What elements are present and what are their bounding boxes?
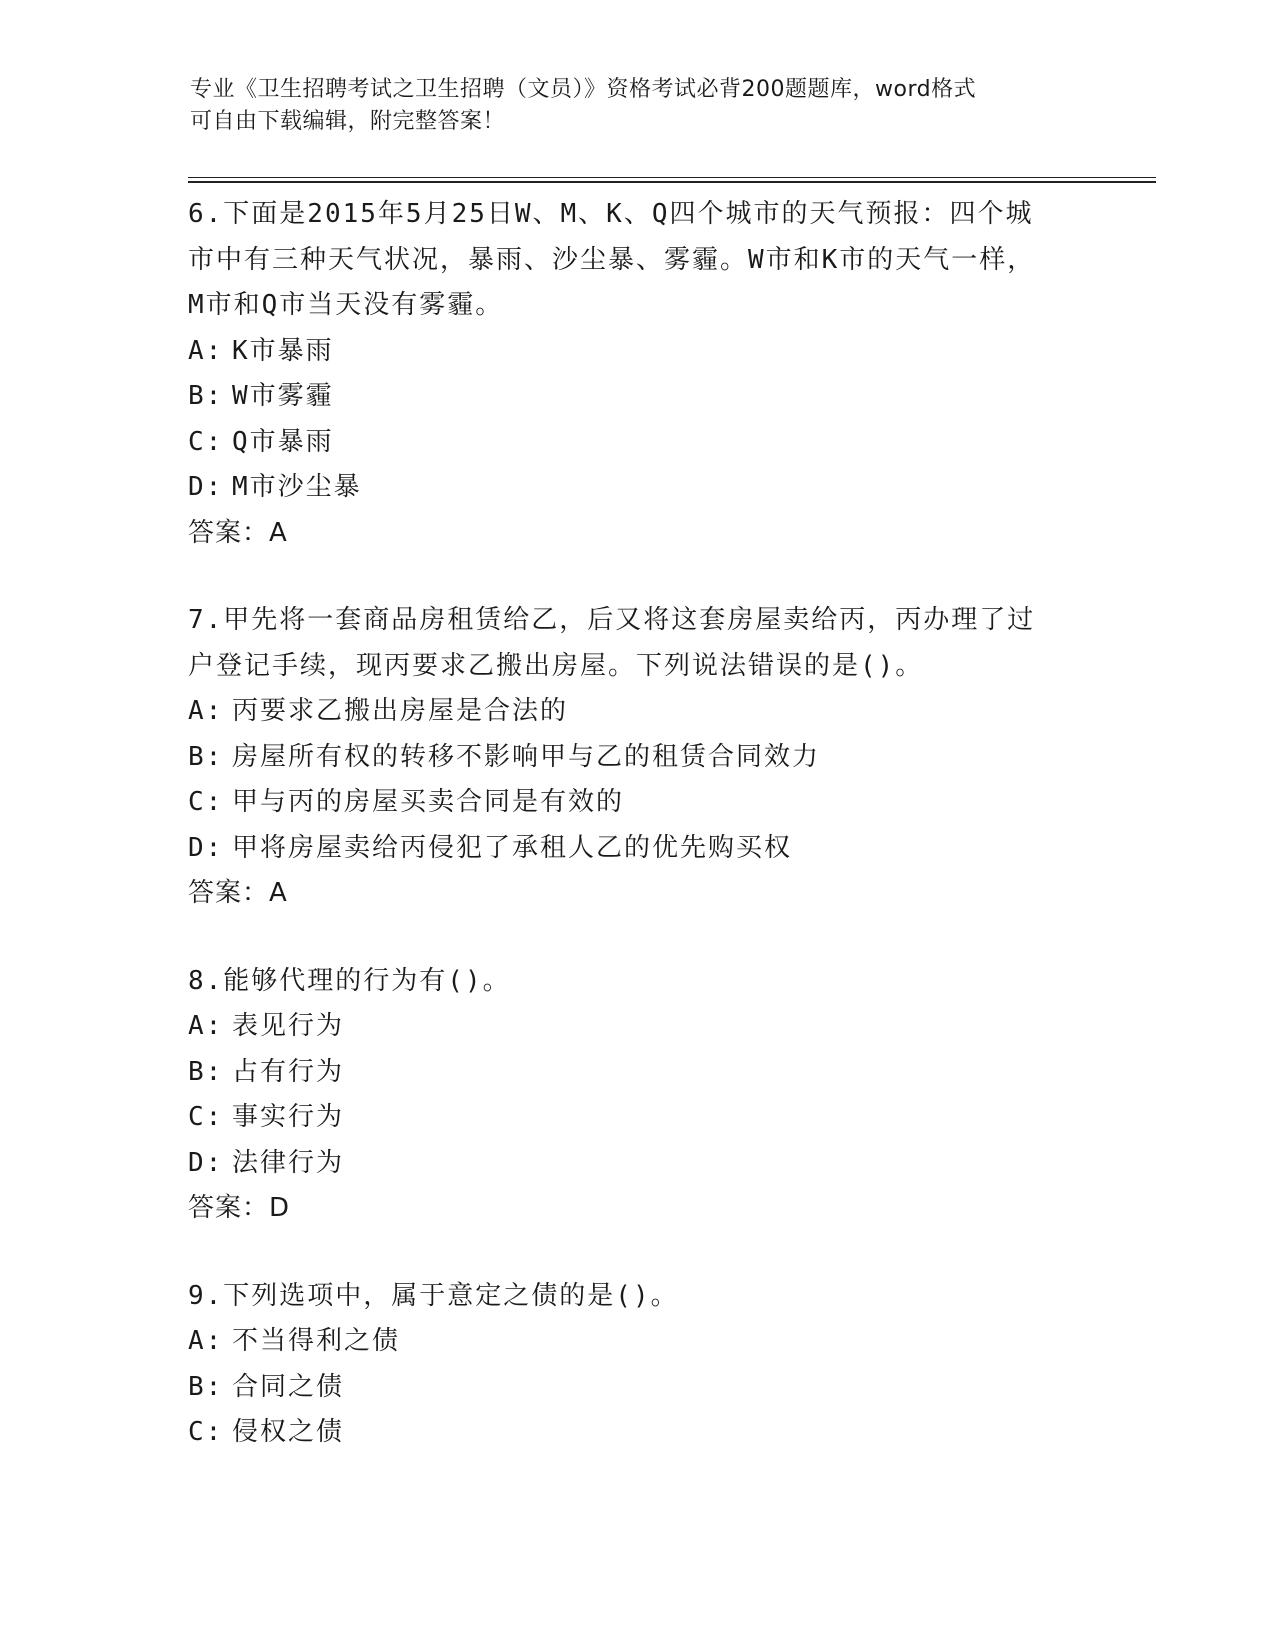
option-text: 占有行为 bbox=[232, 1056, 345, 1087]
answer-line: 答案：A bbox=[188, 517, 288, 548]
option-letter: B: bbox=[188, 381, 224, 411]
option-c bbox=[188, 1095, 1088, 1141]
option-letter: B: bbox=[188, 1056, 224, 1087]
option-text: 法律行为 bbox=[232, 1147, 345, 1178]
option-letter: B: bbox=[188, 741, 224, 772]
option-a bbox=[188, 689, 1088, 735]
option-c bbox=[188, 780, 1088, 826]
option-c bbox=[188, 420, 1088, 466]
question-6 bbox=[188, 192, 1088, 556]
stem-line: 6.下面是2015年5月25日W、M、K、Q四个城市的天气预报：四个城 bbox=[188, 199, 1034, 229]
option-b bbox=[188, 374, 1088, 420]
option-b bbox=[188, 1050, 1088, 1096]
option-text: 甲与丙的房屋买卖合同是有效的 bbox=[232, 787, 625, 817]
answer-line: 答案：D bbox=[188, 1193, 291, 1223]
stem-line: 8.能够代理的行为有()。 bbox=[188, 965, 511, 996]
option-letter: D: bbox=[188, 472, 224, 502]
header-divider-thin bbox=[188, 177, 1156, 178]
option-text: 表见行为 bbox=[232, 1011, 345, 1041]
header-divider-thick bbox=[188, 181, 1156, 183]
option-text: 甲将房屋卖给丙侵犯了承租人乙的优先购买权 bbox=[232, 832, 793, 863]
header-line-2: 可自由下载编辑，附完整答案！ bbox=[190, 109, 506, 134]
option-a bbox=[188, 1319, 1088, 1365]
option-a bbox=[188, 329, 1088, 375]
option-letter: A: bbox=[188, 1326, 224, 1356]
stem-line: 市中有三种天气状况，暴雨、沙尘暴、雾霾。W市和K市的天气一样， bbox=[188, 244, 1036, 275]
option-text: 事实行为 bbox=[232, 1102, 345, 1132]
option-b bbox=[188, 1365, 1088, 1411]
question-stem bbox=[188, 598, 1088, 689]
option-text: 丙要求乙搬出房屋是合法的 bbox=[232, 696, 569, 726]
option-letter: C: bbox=[188, 1102, 224, 1132]
option-text: 侵权之债 bbox=[232, 1417, 345, 1447]
question-list bbox=[188, 190, 1088, 1498]
option-letter: C: bbox=[188, 1417, 224, 1447]
option-text: 不当得利之债 bbox=[232, 1326, 401, 1356]
question-stem bbox=[188, 959, 1088, 1005]
option-b bbox=[188, 735, 1088, 781]
question-7 bbox=[188, 598, 1088, 917]
option-c bbox=[188, 1410, 1088, 1456]
stem-line: 9.下列选项中，属于意定之债的是()。 bbox=[188, 1280, 679, 1311]
option-text: 合同之债 bbox=[232, 1371, 345, 1402]
option-d bbox=[188, 465, 1088, 511]
stem-line: 7.甲先将一套商品房租赁给乙，后又将这套房屋卖给丙，丙办理了过 bbox=[188, 605, 1036, 635]
option-a bbox=[188, 1004, 1088, 1050]
stem-line: M市和Q市当天没有雾霾。 bbox=[188, 290, 504, 320]
option-d bbox=[188, 1141, 1088, 1187]
stem-line: 户登记手续，现丙要求乙搬出房屋。下列说法错误的是()。 bbox=[188, 650, 924, 681]
answer-line: 答案：A bbox=[188, 878, 288, 908]
option-text: Q市暴雨 bbox=[232, 426, 334, 457]
option-d bbox=[188, 826, 1088, 872]
question-stem bbox=[188, 1274, 1088, 1320]
option-text: 房屋所有权的转移不影响甲与乙的租赁合同效力 bbox=[232, 741, 821, 772]
option-text: W市雾霾 bbox=[232, 381, 334, 411]
question-8 bbox=[188, 959, 1088, 1232]
option-letter: B: bbox=[188, 1371, 224, 1402]
option-letter: D: bbox=[188, 832, 224, 863]
option-letter: D: bbox=[188, 1147, 224, 1178]
option-letter: A: bbox=[188, 335, 224, 366]
option-letter: C: bbox=[188, 426, 224, 457]
question-stem bbox=[188, 192, 1088, 329]
header-line-1: 专业《卫生招聘考试之卫生招聘（文员）》资格考试必背200题题库，word格式 bbox=[190, 77, 977, 102]
option-letter: A: bbox=[188, 1011, 224, 1041]
question-9 bbox=[188, 1274, 1088, 1456]
option-letter: A: bbox=[188, 696, 224, 726]
option-text: K市暴雨 bbox=[232, 335, 334, 366]
option-letter: C: bbox=[188, 787, 224, 817]
option-text: M市沙尘暴 bbox=[232, 472, 362, 502]
document-header bbox=[190, 74, 1090, 138]
